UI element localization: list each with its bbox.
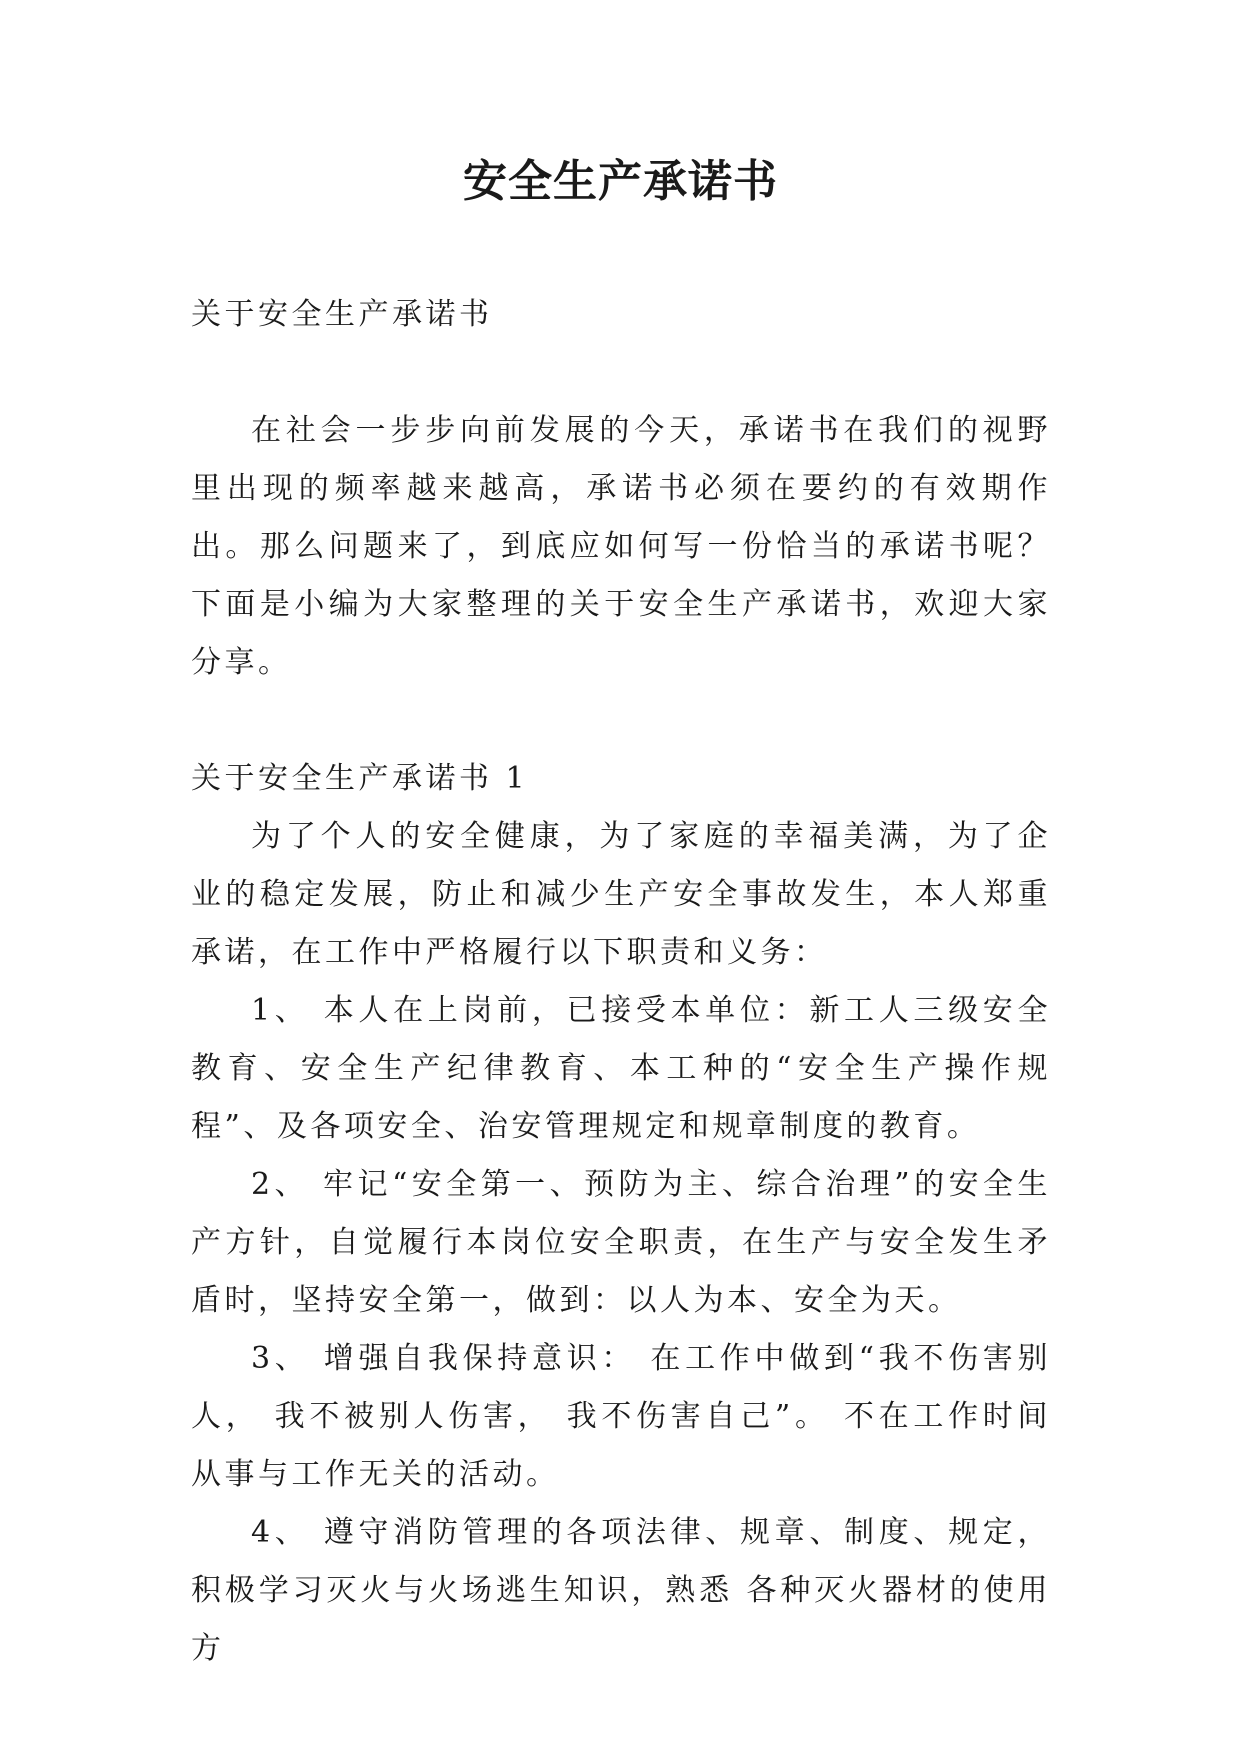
document-subtitle: 关于安全生产承诺书 <box>191 297 493 332</box>
commitment-item-2: 2、 牢记“安全第一、预防为主、综合治理”的安全生产方针，自觉履行本岗位安全职责，在生产与安全发生矛盾时，坚持安全第一，做到：以人为本、安全为天。 <box>191 1167 1051 1318</box>
commitment-item-4: 4、 遵守消防管理的各项法律、规章、制度、规定，积极学习灭火与火场逃生知识，熟悉 各种灭火器材的使用方 <box>191 1515 1051 1666</box>
commitment-paragraph: 为了个人的安全健康，为了家庭的幸福美满，为了企业的稳定发展，防止和减少生产安全事故发生，本人郑重承诺，在工作中严格履行以下职责和义务： <box>191 819 1051 970</box>
intro-paragraph: 在社会一步步向前发展的今天，承诺书在我们的视野里出现的频率越来越高，承诺书必须在要约的有效期作出。那么问题来了，到底应如何写一份恰当的承诺书呢？下面是小编为大家整理的关于安全生产承诺书，欢迎大家分享。 <box>191 413 1051 680</box>
commitment-item-1: 1、 本人在上岗前，已接受本单位：新工人三级安全教育、安全生产纪律教育、本工种的“安全生产操作规程”、及各项安全、治安管理规定和规章制度的教育。 <box>191 993 1051 1144</box>
section-heading: 关于安全生产承诺书 1 <box>191 761 529 796</box>
document-title: 安全生产承诺书 <box>463 156 778 207</box>
commitment-item-3: 3、 增强自我保持意识： 在工作中做到“我不伤害别人， 我不被别人伤害， 我不伤害自己”。 不在工作时间从事与工作无关的活动。 <box>191 1341 1051 1492</box>
document-body <box>191 286 1051 1678</box>
